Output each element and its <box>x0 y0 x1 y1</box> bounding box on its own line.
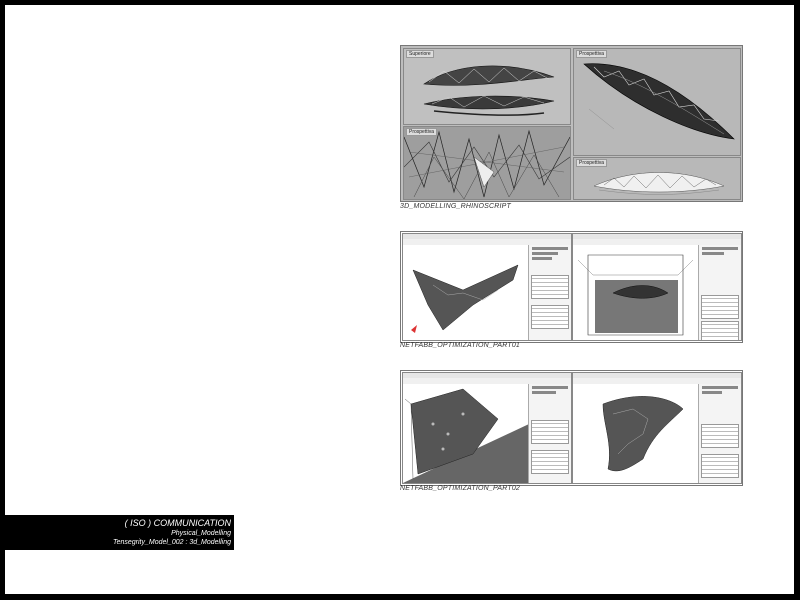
part-render <box>403 384 529 483</box>
properties-panel <box>698 245 741 340</box>
part-render <box>403 245 529 340</box>
netfabb-part02-image <box>400 370 743 486</box>
viewport-perspective <box>573 48 741 156</box>
viewport-top <box>403 48 571 125</box>
viewport-label: Superiore <box>406 50 434 58</box>
viewport-3d <box>573 245 699 340</box>
top-view-wireframe <box>404 49 570 124</box>
perspective-model-render <box>574 49 740 155</box>
figure-caption-part02: NETFABB_OPTIMIZATION_PART02 <box>400 485 521 492</box>
part-render <box>573 384 699 483</box>
netfabb-window-right <box>572 372 742 484</box>
viewport-label: Prospettiva <box>576 159 607 167</box>
rhino-viewports-image <box>400 45 743 202</box>
section-title: ( ISO ) COMMUNICATION <box>124 518 231 528</box>
viewport-label: Prospettiva <box>406 128 437 136</box>
netfabb-window-left <box>402 372 572 484</box>
netfabb-part01-image <box>400 231 743 343</box>
mesh-wireframe <box>404 127 570 199</box>
title-block <box>5 515 234 550</box>
viewport-3d <box>573 384 699 483</box>
build-volume-render <box>573 245 699 340</box>
section-detail: Tensegrity_Model_002 : 3d_Modelling <box>112 539 231 546</box>
properties-panel <box>528 384 571 483</box>
figure-caption-rhino: 3D_MODELLING_RHINOSCRIPT <box>400 203 511 210</box>
properties-panel <box>528 245 571 340</box>
section-subtitle: Physical_Modelling <box>171 530 231 537</box>
viewport-perspective-mesh <box>403 126 571 200</box>
properties-panel <box>698 384 741 483</box>
viewport-3d <box>403 384 529 483</box>
netfabb-window-left <box>402 233 572 341</box>
figure-caption-part01: NETFABB_OPTIMIZATION_PART01 <box>400 342 521 349</box>
page-canvas <box>5 5 794 594</box>
viewport-label: Prospettiva <box>576 50 607 58</box>
viewport-3d <box>403 245 529 340</box>
viewport-perspective-render <box>573 157 741 200</box>
netfabb-window-right <box>572 233 742 341</box>
